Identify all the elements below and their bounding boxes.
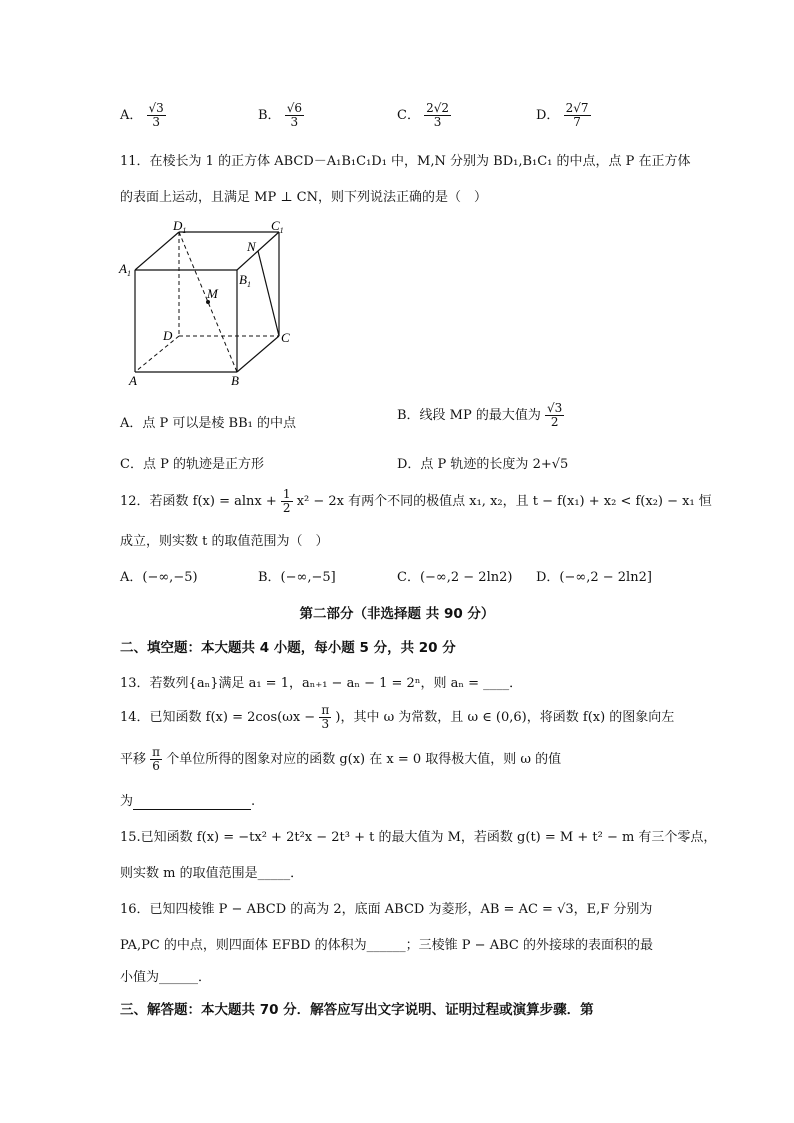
part-two-title: 第二部分（非选择题 共 90 分） — [299, 606, 495, 622]
q12-line-1: 12．若函数 f(x) = alnx + $\frac{1}{2}$ x² − 2x 有两个不同的极值点 x₁, x₂，且 t − f(x₁) + x₂ < f(x₂) − x₁ 恒 — [120, 487, 712, 516]
label-a1: $A_1$ — [119, 261, 131, 278]
edge-cb — [237, 336, 279, 372]
q13-line: 13．若数列{aₙ}满足 a₁ = 1，aₙ₊₁ − aₙ − 1 = 2ⁿ，则 aₙ = ____． — [120, 676, 523, 691]
label-n: N — [247, 239, 256, 254]
q10-option-b: B． $\frac{√6}{3}$ — [258, 101, 302, 130]
q12-option-a: A．(−∞,−5) — [120, 570, 198, 585]
q14-line-2: 平移 $\frac{\pi}{6}$ 个单位所得的图象对应的函数 g(x) 在 x = 0 取得极大值，则 ω 的值 — [120, 745, 562, 774]
q14-line-1: 14．已知函数 f(x) = 2cos(ωx − $\frac{\pi}{3}$ )，其中 ω 为常数，且 ω ∈ (0,6)，将函数 f(x) 的图象向左 — [120, 703, 675, 732]
label-d1: $D_1$ — [173, 218, 187, 235]
label-b: B — [231, 373, 239, 388]
q10-b-fraction: $\frac{√6}{3}$ — [286, 101, 302, 130]
label-m: M — [207, 286, 218, 301]
q14-fraction-2: $\frac{\pi}{6}$ — [152, 745, 161, 774]
q12-option-c: C．(−∞,2 − 2ln2) — [397, 570, 513, 585]
q10-a-fraction: $\frac{√3}{3}$ — [148, 101, 164, 130]
q10-option-d: D． $\frac{2√7}{7}$ — [536, 101, 589, 130]
q12-option-d: D．(−∞,2 − 2ln2] — [536, 570, 652, 585]
q16-line-3: 小值为______． — [120, 970, 212, 985]
q11-option-b: B．线段 MP 的最大值为 $\frac{√3}{2}$ — [397, 401, 563, 430]
q11-line-1: 11．在棱长为 1 的正方体 ABCD－A₁B₁C₁D₁ 中，M,N 分别为 BD₁,B₁C₁ 的中点，点 P 在正方体 — [120, 154, 691, 169]
q12-line-2: 成立，则实数 t 的取值范围为（ ） — [120, 534, 329, 549]
q15-line-1: 15.已知函数 f(x) = −tx² + 2t²x − 2t³ + t 的最大值为 M，若函数 g(t) = M + t² − m 有三个零点， — [120, 830, 717, 845]
q12-option-b: B．(−∞,−5] — [258, 570, 336, 585]
edge-da-hidden — [135, 336, 179, 372]
q10-c-fraction: $\frac{2√2}{3}$ — [426, 101, 450, 130]
q10-option-a: A． $\frac{√3}{3}$ — [120, 101, 164, 130]
segment-cn — [258, 251, 279, 336]
label-a: A — [129, 373, 137, 388]
q10-option-c: C． $\frac{2√2}{3}$ — [397, 101, 450, 130]
label-c1: $C_1$ — [271, 218, 284, 235]
q12-fraction: $\frac{1}{2}$ — [282, 487, 291, 516]
q11-option-d: D．点 P 轨迹的长度为 2+√5 — [397, 457, 569, 472]
q11-line-2: 的表面上运动，且满足 MP ⊥ CN，则下列说法正确的是（ ） — [120, 190, 488, 205]
cube-figure — [115, 218, 305, 388]
q14-fraction-1: $\frac{\pi}{3}$ — [321, 703, 330, 732]
section-three-heading: 三、解答题：本大题共 70 分．解答应写出文字说明、证明过程或演算步骤．第 — [120, 1002, 594, 1018]
q16-line-2: PA,PC 的中点，则四面体 EFBD 的体积为______；三棱锥 P − ABC 的外接球的表面积的最 — [120, 938, 653, 953]
section-two-heading: 二、填空题：本大题共 4 小题，每小题 5 分，共 20 分 — [120, 640, 456, 656]
q16-line-1: 16．已知四棱锥 P − ABCD 的高为 2，底面 ABCD 为菱形，AB = AC = √3，E,F 分别为 — [120, 902, 653, 917]
q11-option-c: C．点 P 的轨迹是正方形 — [120, 457, 264, 472]
q14-answer-blank[interactable] — [133, 794, 251, 810]
label-c: C — [281, 330, 290, 345]
q11-option-a: A．点 P 可以是棱 BB₁ 的中点 — [120, 416, 296, 431]
q15-line-2: 则实数 m 的取值范围是_____． — [120, 866, 304, 881]
edge-a1d1 — [135, 232, 179, 270]
q14-line-3: 为 . — [120, 794, 256, 809]
q10-d-fraction: $\frac{2√7}{7}$ — [565, 101, 589, 130]
q11-b-fraction: $\frac{√3}{2}$ — [547, 401, 563, 430]
label-d: D — [163, 328, 173, 343]
label-b1: $B_1$ — [239, 272, 251, 289]
